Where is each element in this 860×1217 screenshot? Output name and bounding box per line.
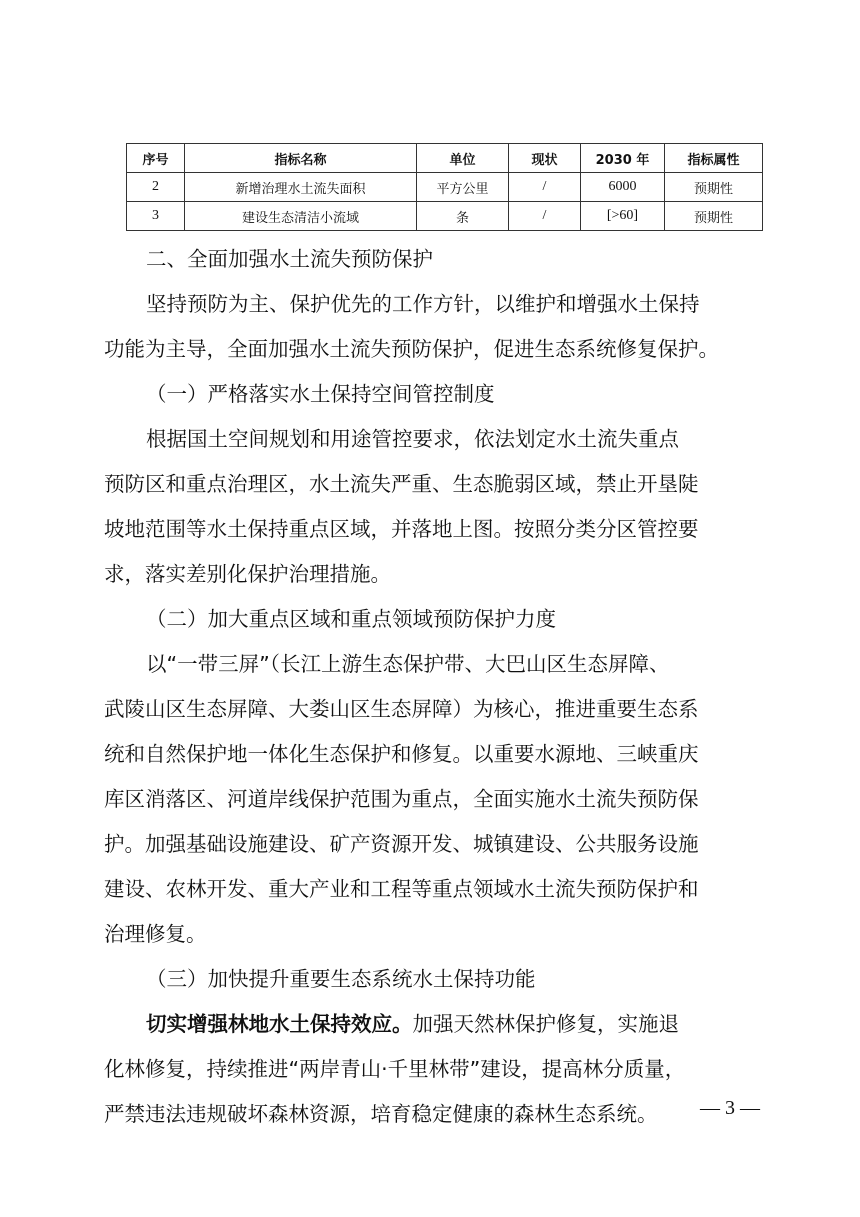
col-header-unit: 单位 bbox=[417, 144, 509, 173]
col-header-indicator-name: 指标名称 bbox=[185, 144, 417, 173]
cell-index: 2 bbox=[127, 173, 185, 202]
col-header-current: 现状 bbox=[509, 144, 581, 173]
cell-current: / bbox=[509, 173, 581, 202]
cell-2030: 6000 bbox=[581, 173, 665, 202]
paragraph-line: 统和自然保护地一体化生态保护和修复。以重要水源地、三峡重庆 bbox=[104, 742, 699, 766]
indicator-table bbox=[126, 143, 763, 231]
paragraph-line: 坡地范围等水土保持重点区域，并落地上图。按照分类分区管控要 bbox=[104, 517, 699, 541]
cell-attribute: 预期性 bbox=[665, 173, 763, 202]
paragraph-line: 求，落实差别化保护治理措施。 bbox=[104, 562, 391, 586]
col-header-index: 序号 bbox=[127, 144, 185, 173]
paragraph-line bbox=[146, 1011, 764, 1037]
paragraph-line: 武陵山区生态屏障、大娄山区生态屏障）为核心，推进重要生态系 bbox=[104, 697, 699, 721]
col-header-attribute: 指标属性 bbox=[665, 144, 763, 173]
table-row bbox=[127, 173, 763, 202]
paragraph-line: 库区消落区、河道岸线保护范围为重点，全面实施水土流失预防保 bbox=[104, 787, 699, 811]
subsection-heading: （二）加大重点区域和重点领域预防保护力度 bbox=[146, 607, 556, 631]
paragraph-line: 建设、农林开发、重大产业和工程等重点领域水土流失预防保护和 bbox=[104, 877, 699, 901]
paragraph-line: 治理修复。 bbox=[104, 922, 207, 946]
table-header-row bbox=[127, 144, 763, 173]
cell-unit: 平方公里 bbox=[417, 173, 509, 202]
paragraph-line: 功能为主导，全面加强水土流失预防保护，促进生态系统修复保护。 bbox=[104, 337, 719, 361]
table-row bbox=[127, 202, 763, 231]
paragraph-line: 严禁违法违规破坏森林资源，培育稳定健康的森林生态系统。 bbox=[104, 1102, 658, 1126]
bold-lead-phrase: 切实增强林地水土保持效应。 bbox=[146, 1012, 413, 1036]
paragraph-line: 坚持预防为主、保护优先的工作方针，以维护和增强水土保持 bbox=[146, 292, 700, 316]
cell-indicator-name: 新增治理水土流失面积 bbox=[185, 173, 417, 202]
col-header-2030: 2030 年 bbox=[581, 144, 665, 173]
cell-attribute: 预期性 bbox=[665, 202, 763, 231]
paragraph-line: 根据国土空间规划和用途管控要求，依法划定水土流失重点 bbox=[146, 427, 679, 451]
cell-index: 3 bbox=[127, 202, 185, 231]
subsection-heading: （一）严格落实水土保持空间管控制度 bbox=[146, 382, 495, 406]
paragraph-line: 化林修复，持续推进“两岸青山·千里林带”建设，提高林分质量， bbox=[104, 1057, 686, 1081]
paragraph-line: 以“一带三屏”（长江上游生态保护带、大巴山区生态屏障、 bbox=[146, 652, 670, 676]
page-number: — 3 — bbox=[700, 1097, 760, 1119]
cell-2030: [>60] bbox=[581, 202, 665, 231]
cell-indicator-name: 建设生态清洁小流域 bbox=[185, 202, 417, 231]
cell-unit: 条 bbox=[417, 202, 509, 231]
paragraph-line: 预防区和重点治理区，水土流失严重、生态脆弱区域，禁止开垦陡 bbox=[104, 472, 699, 496]
cell-current: / bbox=[509, 202, 581, 231]
subsection-heading: （三）加快提升重要生态系统水土保持功能 bbox=[146, 967, 536, 991]
paragraph-line: 护。加强基础设施建设、矿产资源开发、城镇建设、公共服务设施 bbox=[104, 832, 699, 856]
paragraph-line-rest: 加强天然林保护修复，实施退 bbox=[412, 1012, 679, 1036]
section-heading: 二、全面加强水土流失预防保护 bbox=[146, 247, 433, 271]
